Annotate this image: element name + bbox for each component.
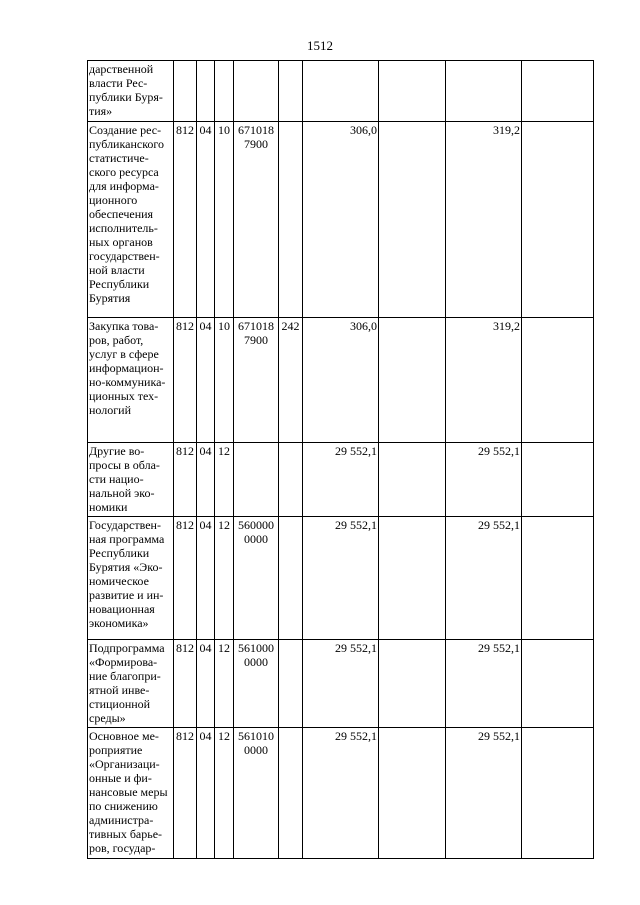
empty-cell [379,443,446,517]
gr-code-cell: 812 [174,318,197,443]
expense-name-line: Республики [89,277,150,291]
expense-name-line: онные и фи- [89,771,152,785]
pr-code-cell: 12 [215,517,234,640]
expense-name-line: публиканского [89,137,165,151]
sum-year2-cell: 29 552,1 [446,640,522,728]
sum-year2-cell: 29 552,1 [446,517,522,640]
sum-year2-cell [446,61,522,122]
csr-code-cell [234,61,279,122]
vr-code-cell: 242 [279,318,303,443]
expense-name-cell [88,122,174,318]
expense-name-line: «Формирова- [89,655,158,669]
empty-cell [379,122,446,318]
expense-name-line: ных органов [89,235,153,249]
expense-name-line: администра- [89,813,154,827]
csr-code-cell [234,443,279,517]
expense-name-line: ние благопри- [89,669,161,683]
expense-name-line: нологий [89,403,132,417]
expense-name-line: услуг в сфере [89,347,159,361]
expense-name-line: нальной эко- [89,486,155,500]
expense-name-line: Бурятия [89,291,131,305]
gr-code-cell: 812 [174,640,197,728]
csr-code-part: 0000 [244,743,268,757]
rz-code-cell [197,61,215,122]
empty-cell [522,318,594,443]
csr-code-part: 671018 [238,319,274,333]
page-number: 1512 [307,38,333,53]
empty-cell [522,728,594,859]
vr-code-cell [279,61,303,122]
expense-name-cell [88,517,174,640]
expense-name-line: власти Рес- [89,76,148,90]
table-row [88,318,594,443]
rz-code-cell: 04 [197,443,215,517]
table-row [88,728,594,859]
expense-name-line: стиционной [89,697,151,711]
expense-name-line: ского ресурса [89,165,159,179]
expense-name-line: «Организаци- [89,757,160,771]
rz-code-cell: 04 [197,318,215,443]
expense-name-line: тия» [89,104,113,118]
rz-code-cell: 04 [197,640,215,728]
gr-code-cell: 812 [174,443,197,517]
gr-code-cell: 812 [174,122,197,318]
gr-code-cell: 812 [174,517,197,640]
expense-name-line: Государствен- [89,518,161,532]
vr-code-cell [279,517,303,640]
pr-code-cell: 10 [215,318,234,443]
expense-name-cell [88,318,174,443]
empty-cell [379,640,446,728]
expense-name-line: роприятие [89,743,143,757]
expense-name-cell [88,728,174,859]
table-body [88,61,594,859]
vr-code-cell [279,640,303,728]
empty-cell [379,61,446,122]
expense-name-line: дарственной [89,62,154,76]
sum-year2-cell: 29 552,1 [446,728,522,859]
expense-name-line: тивных барье- [89,827,163,841]
vr-code-cell [279,728,303,859]
expense-name-line: среды» [89,711,126,725]
expense-name-line: номики [89,500,128,514]
expense-name-line: ятной инве- [89,683,150,697]
csr-code-cell [234,640,279,728]
sum-year1-cell: 306,0 [303,122,379,318]
expense-name-line: новационная [89,602,155,616]
expense-name-line: номическое [89,574,149,588]
empty-cell [379,517,446,640]
expense-name-line: Закупка това- [89,319,159,333]
expense-name-line: развитие и ин- [89,588,164,602]
csr-code-cell [234,318,279,443]
empty-cell [522,61,594,122]
expense-name-line: обеспечения [89,207,154,221]
expense-name-line: Основное ме- [89,729,159,743]
pr-code-cell [215,61,234,122]
empty-cell [522,122,594,318]
csr-code-part: 0000 [244,532,268,546]
expense-name-line: ров, государ- [89,841,156,855]
sum-year1-cell [303,61,379,122]
sum-year2-cell: 319,2 [446,318,522,443]
csr-code-cell [234,122,279,318]
expense-name-line: статистиче- [89,151,149,165]
empty-cell [522,640,594,728]
expense-name-line: нансовые меры [89,785,168,799]
sum-year1-cell: 29 552,1 [303,517,379,640]
expense-name-line: сти нацио- [89,472,144,486]
expense-name-line: государствен- [89,249,160,263]
rz-code-cell: 04 [197,517,215,640]
csr-code-part: 561000 [238,641,274,655]
expense-name-line: исполнитель- [89,221,158,235]
expense-name-line: Подпрограмма [89,641,165,655]
expense-name-line: ная программа [89,532,165,546]
empty-cell [522,517,594,640]
table-row [88,640,594,728]
csr-code-cell [234,517,279,640]
expense-name-line: для информа- [89,179,159,193]
csr-code-part: 0000 [244,655,268,669]
expense-name-line: просы в обла- [89,458,160,472]
rz-code-cell: 04 [197,122,215,318]
expense-name-line: экономика» [89,616,149,630]
sum-year1-cell: 306,0 [303,318,379,443]
gr-code-cell [174,61,197,122]
csr-code-part: 7900 [244,333,268,347]
expense-name-cell [88,61,174,122]
csr-code-cell [234,728,279,859]
sum-year2-cell: 29 552,1 [446,443,522,517]
csr-code-part: 560000 [238,518,274,532]
sum-year2-cell: 319,2 [446,122,522,318]
pr-code-cell: 10 [215,122,234,318]
csr-code-part: 561010 [238,729,274,743]
table-row [88,61,594,122]
pr-code-cell: 12 [215,640,234,728]
expense-name-line: ционных тех- [89,389,159,403]
expense-name-line: ционного [89,193,138,207]
expense-name-line: ров, работ, [89,333,144,347]
expense-name-line: Республики [89,546,150,560]
rz-code-cell: 04 [197,728,215,859]
table-row [88,122,594,318]
table-row [88,443,594,517]
sum-year1-cell: 29 552,1 [303,640,379,728]
expense-name-line: информацион- [89,361,164,375]
gr-code-cell: 812 [174,728,197,859]
empty-cell [379,728,446,859]
expense-name-line: Бурятия «Эко- [89,560,163,574]
expense-name-line: но-коммуника- [89,375,166,389]
expense-name-line: ной власти [89,263,145,277]
table-row [88,517,594,640]
sum-year1-cell: 29 552,1 [303,728,379,859]
sum-year1-cell: 29 552,1 [303,443,379,517]
csr-code-part: 7900 [244,137,268,151]
csr-code-part: 671018 [238,123,274,137]
expense-name-line: Создание рес- [89,123,162,137]
empty-cell [379,318,446,443]
expense-name-cell [88,443,174,517]
vr-code-cell [279,443,303,517]
empty-cell [522,443,594,517]
pr-code-cell: 12 [215,728,234,859]
budget-table [87,60,594,859]
pr-code-cell: 12 [215,443,234,517]
vr-code-cell [279,122,303,318]
expense-name-line: Другие во- [89,444,145,458]
expense-name-line: по снижению [89,799,158,813]
expense-name-cell [88,640,174,728]
expense-name-line: публики Буря- [89,90,163,104]
